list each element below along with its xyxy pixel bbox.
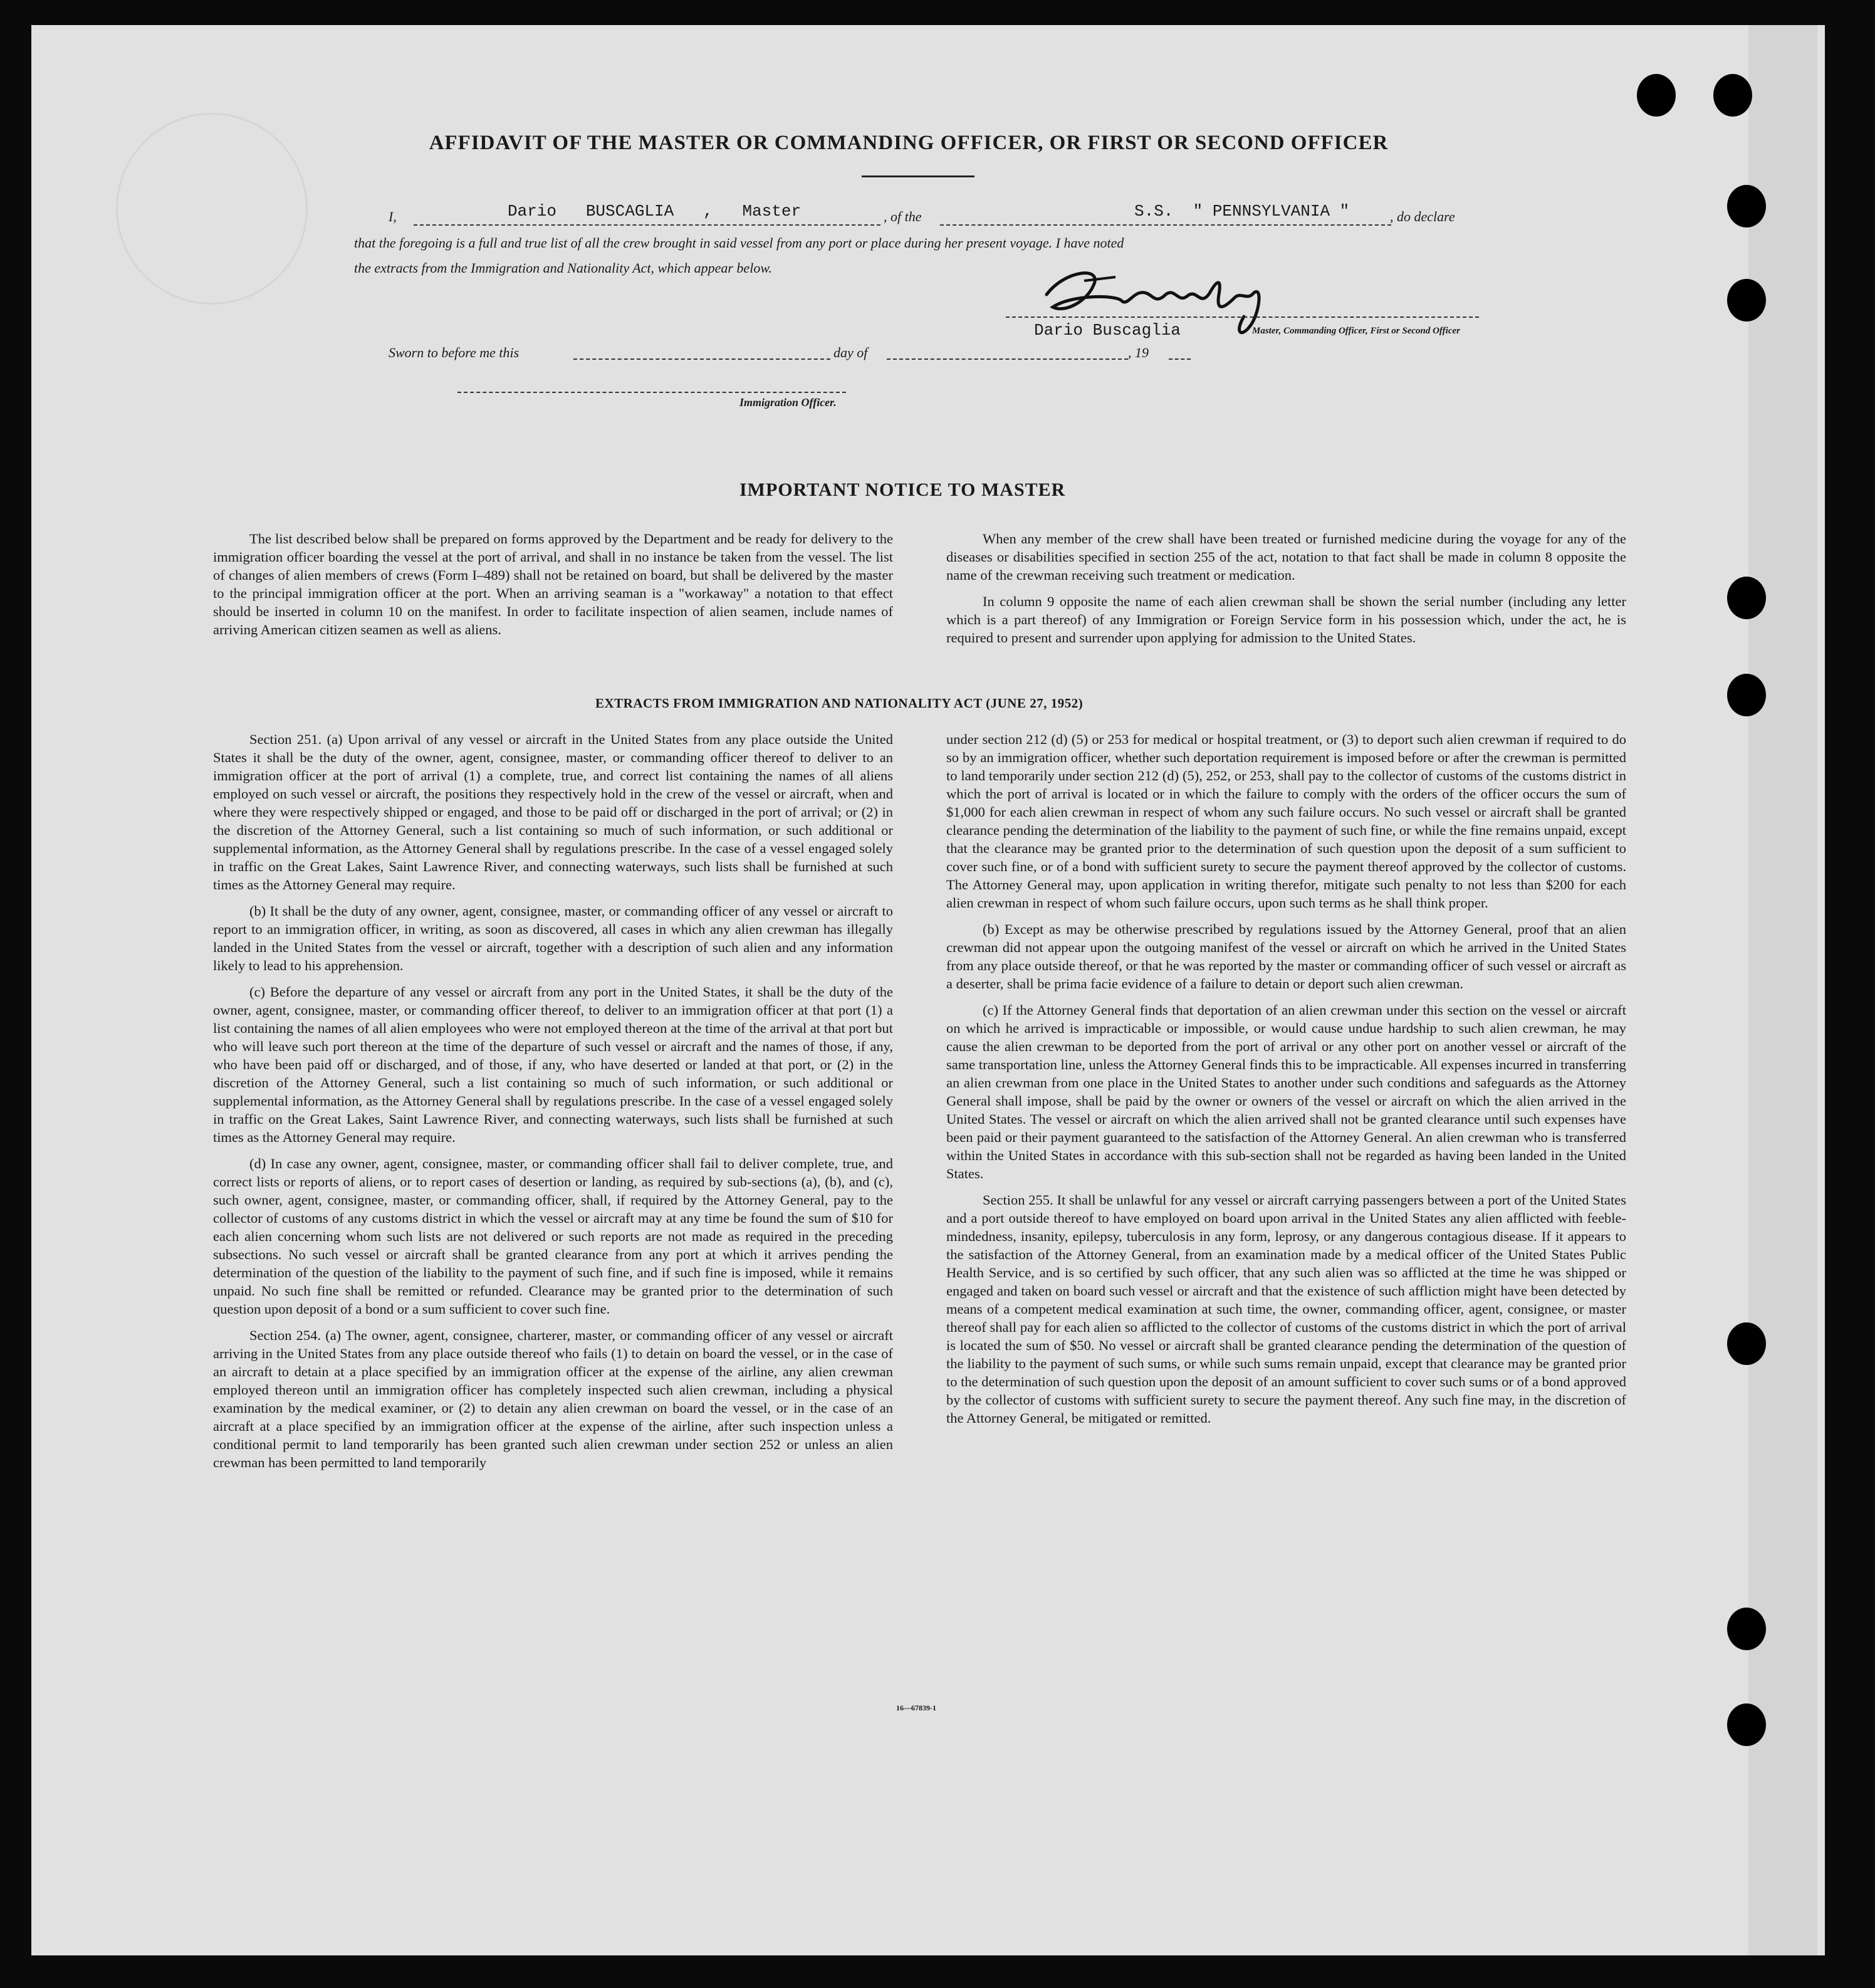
extract-paragraph: (b) It shall be the duty of any owner, agent, consignee, master, or commanding officer of any vessel or aircraft to report to an immigration officer, in writing, as soon as discovered, all cases in which any alien crewman has illegally landed in the United States from the vessel or aircraft, together with a description of such alien and any information likely to lead to his apprehension. (213, 903, 893, 973)
notice-right-column (946, 530, 1626, 655)
punch-hole-icon (1727, 577, 1766, 619)
extract-paragraph: Section 255. It shall be unlawful for any vessel or aircraft carrying passengers between a port of the United States and a port outside thereof to have employed on board upon arrival in the United States any alien afflicted with feeble-mindedness, insanity, epilepsy, tuberculosis in any form, leprosy, or any dangerous contagious disease. If it appears to the satisfaction of the Attorney General, from an examination made by a medical officer of the United States Public Health Service, and is so certified by such officer, that any such alien was so afflicted at the time he was shipped or engaged and taken on board such vessel or aircraft and that the existence of such affliction might have been detected by means of a competent medical examination at such time, the owner, commanding officer, agent, consignee, or master thereof shall pay for each alien so afflicted to the collector of customs of the customs district in which the port of arrival is located the sum of $50. No vessel or aircraft shall be granted clearance pending the determination of the question of the liability to the payment of such sums, or while such sums remain unpaid, except that clearance may be granted prior to the determination of such question upon the deposit of an amount sufficient to cover such sums or of a bond approved by the collector of customs with sufficient surety to secure the payment thereof. Any such fine may, in the discretion of the Attorney General, be mitigated or remitted. (946, 1192, 1626, 1426)
vessel-dash (940, 224, 1391, 226)
notice-paragraph: The list described below shall be prepared on forms approved by the Department and be ready for delivery to the immigration officer boarding the vessel at the port of arrival, and shall in no instance be taken from the vessel. The list of changes of alien members of crews (Form I–489) shall not be retained on board, but shall be delivered by the master to the principal immigration officer at the port. When an arriving seaman is a "workaway" a notation to that effect should be inserted in column 10 on the manifest. In order to facilitate inspection of alien seamen, include names of arriving American citizen seamen as well as aliens. (213, 531, 893, 637)
punch-hole-icon (1637, 74, 1676, 117)
sworn-dash (573, 358, 830, 360)
year-dash (1169, 358, 1191, 360)
master-name-field: Dario BUSCAGLIA , Master (508, 202, 802, 221)
sworn-label: Sworn to before me this (389, 345, 520, 360)
signature-dash (1006, 317, 1479, 318)
punch-hole-icon (1727, 1703, 1766, 1746)
officer-dash (457, 392, 846, 393)
extract-paragraph: (b) Except as may be otherwise prescribed by regulations issued by the Attorney General, proof that an alien crewman did not appear upon the outgoing manifest of the vessel or aircraft on which he arrived in the United States from any place outside thereof, or that he was reported by the master or commanding officer of such vessel or aircraft as a deserter, shall be prima facie evidence of a failure to detain or deport such alien crewman. (946, 921, 1626, 991)
extract-paragraph: (d) In case any owner, agent, consignee, master, or commanding officer shall fail to deliver complete, true, and correct lists or reports of aliens, or to report cases of desertion or landing, as required by sub-sections (a), (b), and (c), such owner, agent, consignee, master, or commanding officer, shall, if required by the Attorney General, pay to the collector of customs of any customs district in which the vessel or aircraft may at any time be found the sum of $10 for each alien concerning whom such lists are not delivered or such reports are not made as required in the preceding subsections. No such vessel or aircraft shall be granted clearance from any port at which it arrives pending the determination of the question of the liability to the payment of such fine, and if such fine is imposed, while it remains unpaid. No such fine shall be remitted or refunded. Clearance may be granted prior to the determination of such question upon deposit of a bond or a sum sufficient to cover such fine. (213, 1156, 893, 1317)
punch-hole-icon (1727, 674, 1766, 716)
extract-paragraph: (c) If the Attorney General finds that deportation of an alien crewman under this section on the vessel or aircraft on which he arrived is impracticable or impossible, or would cause undue hardship to such alien crewman, he may cause the alien crewman to be deported from the port of arrival or any other port on another vessel or aircraft of the same transportation line, unless the Attorney General finds this to be impracticable. All expenses incurred in transferring an alien crewman from one place in the United States to another under such conditions and safeguards as the Attorney General shall impose, shall be paid by the owner or owners of the vessel or aircraft on which the alien arrived in the United States. The vessel or aircraft on which the alien arrived shall not be granted clearance until such expenses have been paid or their payment guaranteed to the satisfaction of the Attorney General. An alien crewman who is transferred within the United States in accordance with this sub-section shall not be regarded as having been landed in the United States. (946, 1002, 1626, 1181)
title-rule (862, 175, 974, 177)
punch-hole-icon (1727, 1608, 1766, 1650)
month-dash (887, 358, 1128, 360)
extract-paragraph: Section 254. (a) The owner, agent, consignee, charterer, master, or commanding officer of any vessel or aircraft arriving in the United States from any place outside thereof who fails (1) to detain on board the vessel, or in the case of an aircraft to detain at a place specified by an immigration officer at the expense of the airline, any alien crewman employed thereon until an immigration officer has completely inspected such alien crewman, including a physical examination by the medical examiner, or (2) to detain any alien crewman on board the vessel, or in the case of an aircraft at a place specified by an immigration officer at the expense of the airline, after such inspection unless a conditional permit to land temporarily has been granted such alien crewman under section 252 or unless an alien crewman has been permitted to land temporarily (213, 1327, 893, 1470)
extract-paragraph: under section 212 (d) (5) or 253 for medical or hospital treatment, or (3) to deport such alien crewman if required to do so by an immigration officer, whether such deportation requirement is imposed before or after the crewman is permitted to land temporarily under section 212 (d) (5), 252, or 253, shall pay to the collector of customs of the customs district in which the port of arrival is located or in which the failure to comply with the orders of the officer occurs the sum of $1,000 for each alien crewman in respect of whom any such failure occurs. No such vessel or aircraft shall be granted clearance pending the determination of the liability to the payment of such fine, or while the fine remains unpaid, except that the clearance may be granted prior to the determination of such question upon the deposit of a sum sufficient to cover such fine, or of a bond with sufficient surety to secure the payment thereof approved by the collector of customs. The Attorney General may, upon application in writing therefor, mitigate such penalty to not less than $200 for each alien crewman in respect of whom such failure occurs, upon such terms as he shall think proper. (946, 731, 1626, 911)
year-label: , 19 (1128, 345, 1149, 360)
immigration-officer-label: Immigration Officer. (739, 396, 837, 409)
punch-hole-icon (1727, 1322, 1766, 1365)
i-label: I, (389, 209, 397, 224)
extracts-right-column (946, 730, 1626, 1435)
signer-role: Master, Commanding Officer, First or Second Officer (1252, 326, 1460, 336)
vessel-name-field: S.S. " PENNSYLVANIA " (1134, 202, 1350, 221)
extracts-left-column (213, 730, 893, 1480)
affidavit-title: AFFIDAVIT OF THE MASTER OR COMMANDING OFFICER, OR FIRST OR SECOND OFFICER (429, 132, 1389, 154)
notice-paragraph: When any member of the crew shall have been treated or furnished medicine during the voyage for any of the diseases or disabilities specified in section 255 of the act, notation to that fact shall be made in column 8 opposite the name of the crewman receiving such treatment or medication. (946, 531, 1626, 583)
signer-typed-name: Dario Buscaglia (1034, 321, 1181, 340)
punch-hole-icon (1727, 185, 1766, 228)
form-number: 16—67839-1 (896, 1703, 936, 1712)
punch-hole-icon (1713, 74, 1752, 117)
do-declare-label: , do declare (1390, 209, 1455, 224)
extract-paragraph: Section 251. (a) Upon arrival of any vessel or aircraft in the United States from any place outside the United States it shall be the duty of the owner, agent, consignee, master, or commanding officer thereof to deliver to an immigration officer at the port of arrival (1) a complete, true, and correct list containing the names of all aliens employed on such vessel or aircraft, the positions they respectively hold in the crew of the vessel or aircraft, when and where they were respectively shipped or engaged, and those to be paid off or discharged in the port of arrival; or (2) in the discretion of the Attorney General, such a list containing so much of such information, or such additional or supplemental information, as the Attorney General shall by regulations prescribe. In the case of a vessel engaged solely in traffic on the Great Lakes, Saint Lawrence River, and connecting waterways, such lists shall be furnished at such times as the Attorney General may require. (213, 731, 893, 892)
notice-left-column (213, 530, 893, 647)
name-dash (414, 224, 880, 226)
notice-title: IMPORTANT NOTICE TO MASTER (739, 479, 1066, 500)
day-of-label: day of (833, 345, 868, 360)
punch-hole-icon (1727, 279, 1766, 322)
notice-paragraph: In column 9 opposite the name of each alien crewman shall be shown the serial number (including any letter which is a part thereof) of any Immigration or Foreign Service form in his possession which, under the act, he is required to present and surrender upon applying for admission to the United States. (946, 594, 1626, 646)
affidavit-line-2: that the foregoing is a full and true list of all the crew brought in said vessel from any port or place during her present voyage. I have noted (354, 235, 1124, 251)
extract-paragraph: (c) Before the departure of any vessel or aircraft from any port in the United States, it shall be the duty of the owner, agent, consignee, master, or commanding officer thereof, to deliver to an immigration officer at that port (1) a list containing the names of all alien employees who were not employed thereon at the time of the arrival at that port but who will leave such port thereon at the time of the departure of such vessel or aircraft and the names of those, if any, who have been paid off or discharged, and of those, if any, who have deserted or landed at that port, or (2) in the discretion of the Attorney General, such a list containing so much of such information, or such additional or supplemental information, as the Attorney General shall by regulations prescribe. In the case of a vessel engaged solely in traffic on the Great Lakes, Saint Lawrence River, and connecting waterways, such lists shall be furnished at such times as the Attorney General may require. (213, 984, 893, 1145)
of-the-label: , of the (884, 209, 922, 224)
extracts-title: EXTRACTS FROM IMMIGRATION AND NATIONALITY ACT (JUNE 27, 1952) (595, 696, 1084, 711)
affidavit-line-3: the extracts from the Immigration and Nationality Act, which appear below. (354, 260, 772, 276)
